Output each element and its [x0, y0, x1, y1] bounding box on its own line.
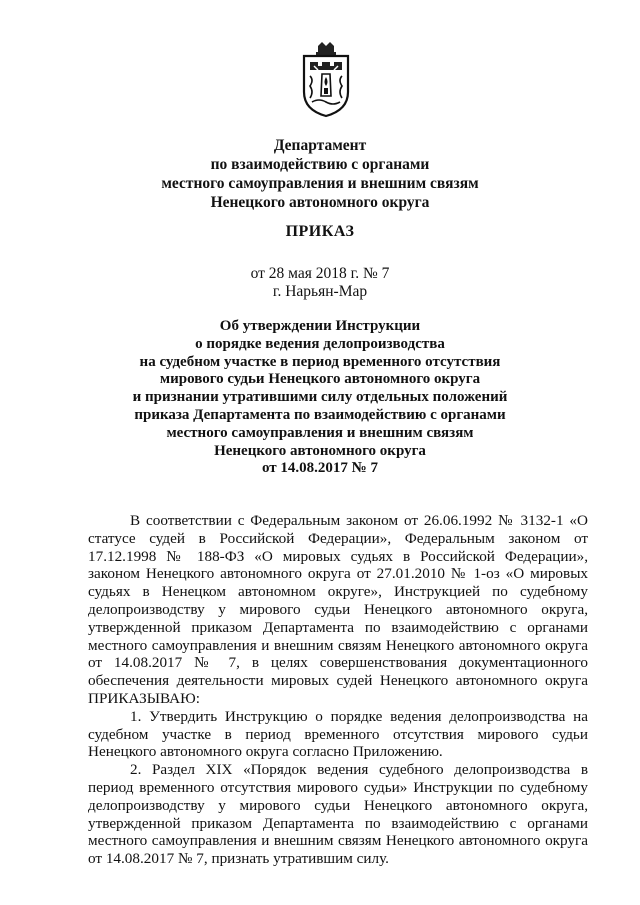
department-line: Департамент: [273, 137, 367, 154]
subject-line: на судебном участке в период временного отсутствия: [139, 353, 501, 370]
subject-line: местного самоуправления и внешним связям: [166, 424, 474, 441]
subject-line: мирового судьи Ненецкого автономного округа: [159, 371, 481, 388]
department-line: Ненецкого автономного округа: [210, 194, 430, 211]
subject-line: приказа Департамента по взаимодействию с органами: [134, 406, 506, 423]
order-date: от 28 мая 2018 г. № 7: [250, 265, 390, 282]
item-2-paragraph: 2. Раздел XIX «Порядок ведения судебного делопроизводства в период временного отсутствия мирового судьи» Инструкции по судебному делопроизводству у мирового судьи Ненецкого автономного округа, утвержденной приказом Департамента по взаимодействию с органами местного самоуправления и внешним связям Ненецкого автономного округа от 14.08.2017 № 7, признать утратившим силу.: [88, 761, 588, 868]
department-header: [0, 136, 640, 212]
order-body: [88, 512, 588, 868]
department-line: по взаимодействию с органами: [210, 156, 430, 173]
order-subject: [0, 318, 640, 478]
document-type: ПРИКАЗ: [285, 223, 355, 240]
item-1-paragraph: 1. Утвердить Инструкцию о порядке ведения делопроизводства на судебном участке в период временного отсутствия мирового судьи Ненецкого автономного округа согласно Приложению.: [88, 707, 588, 761]
subject-line: и признании утратившими силу отдельных положений: [132, 389, 508, 406]
subject-line: о порядке ведения делопроизводства: [195, 335, 445, 352]
department-line: местного самоуправления и внешним связям: [161, 175, 479, 192]
subject-line: от 14.08.2017 № 7: [262, 460, 378, 477]
date-block: [0, 265, 640, 301]
subject-line: Ненецкого автономного округа: [214, 442, 426, 459]
coat-of-arms-icon: [298, 40, 354, 118]
subject-line: Об утверждении Инструкции: [219, 318, 421, 334]
order-city: г. Нарьян-Мар: [272, 283, 368, 300]
preamble-paragraph: В соответствии с Федеральным законом от 26.06.1992 № 3132-1 «О статусе судей в Российской Федерации», Федеральным законом от 17.12.1998 № 188-ФЗ «О мировых судьях в Российской Федерации», законом Ненецкого автономного округа от 27.01.2010 № 1-оз «О мировых судьях в Ненецком автономном округе», Инструкцией по судебному делопроизводству у мирового судьи Ненецкого автономного округа, утвержденной приказом Департамента по взаимодействию с органами местного самоуправления и внешним связям Ненецкого автономного округа от 14.08.2017 № 7, в целях совершенствования документационного обеспечения деятельности мировых судей Ненецкого автономного округа ПРИКАЗЫВАЮ:: [88, 512, 588, 707]
